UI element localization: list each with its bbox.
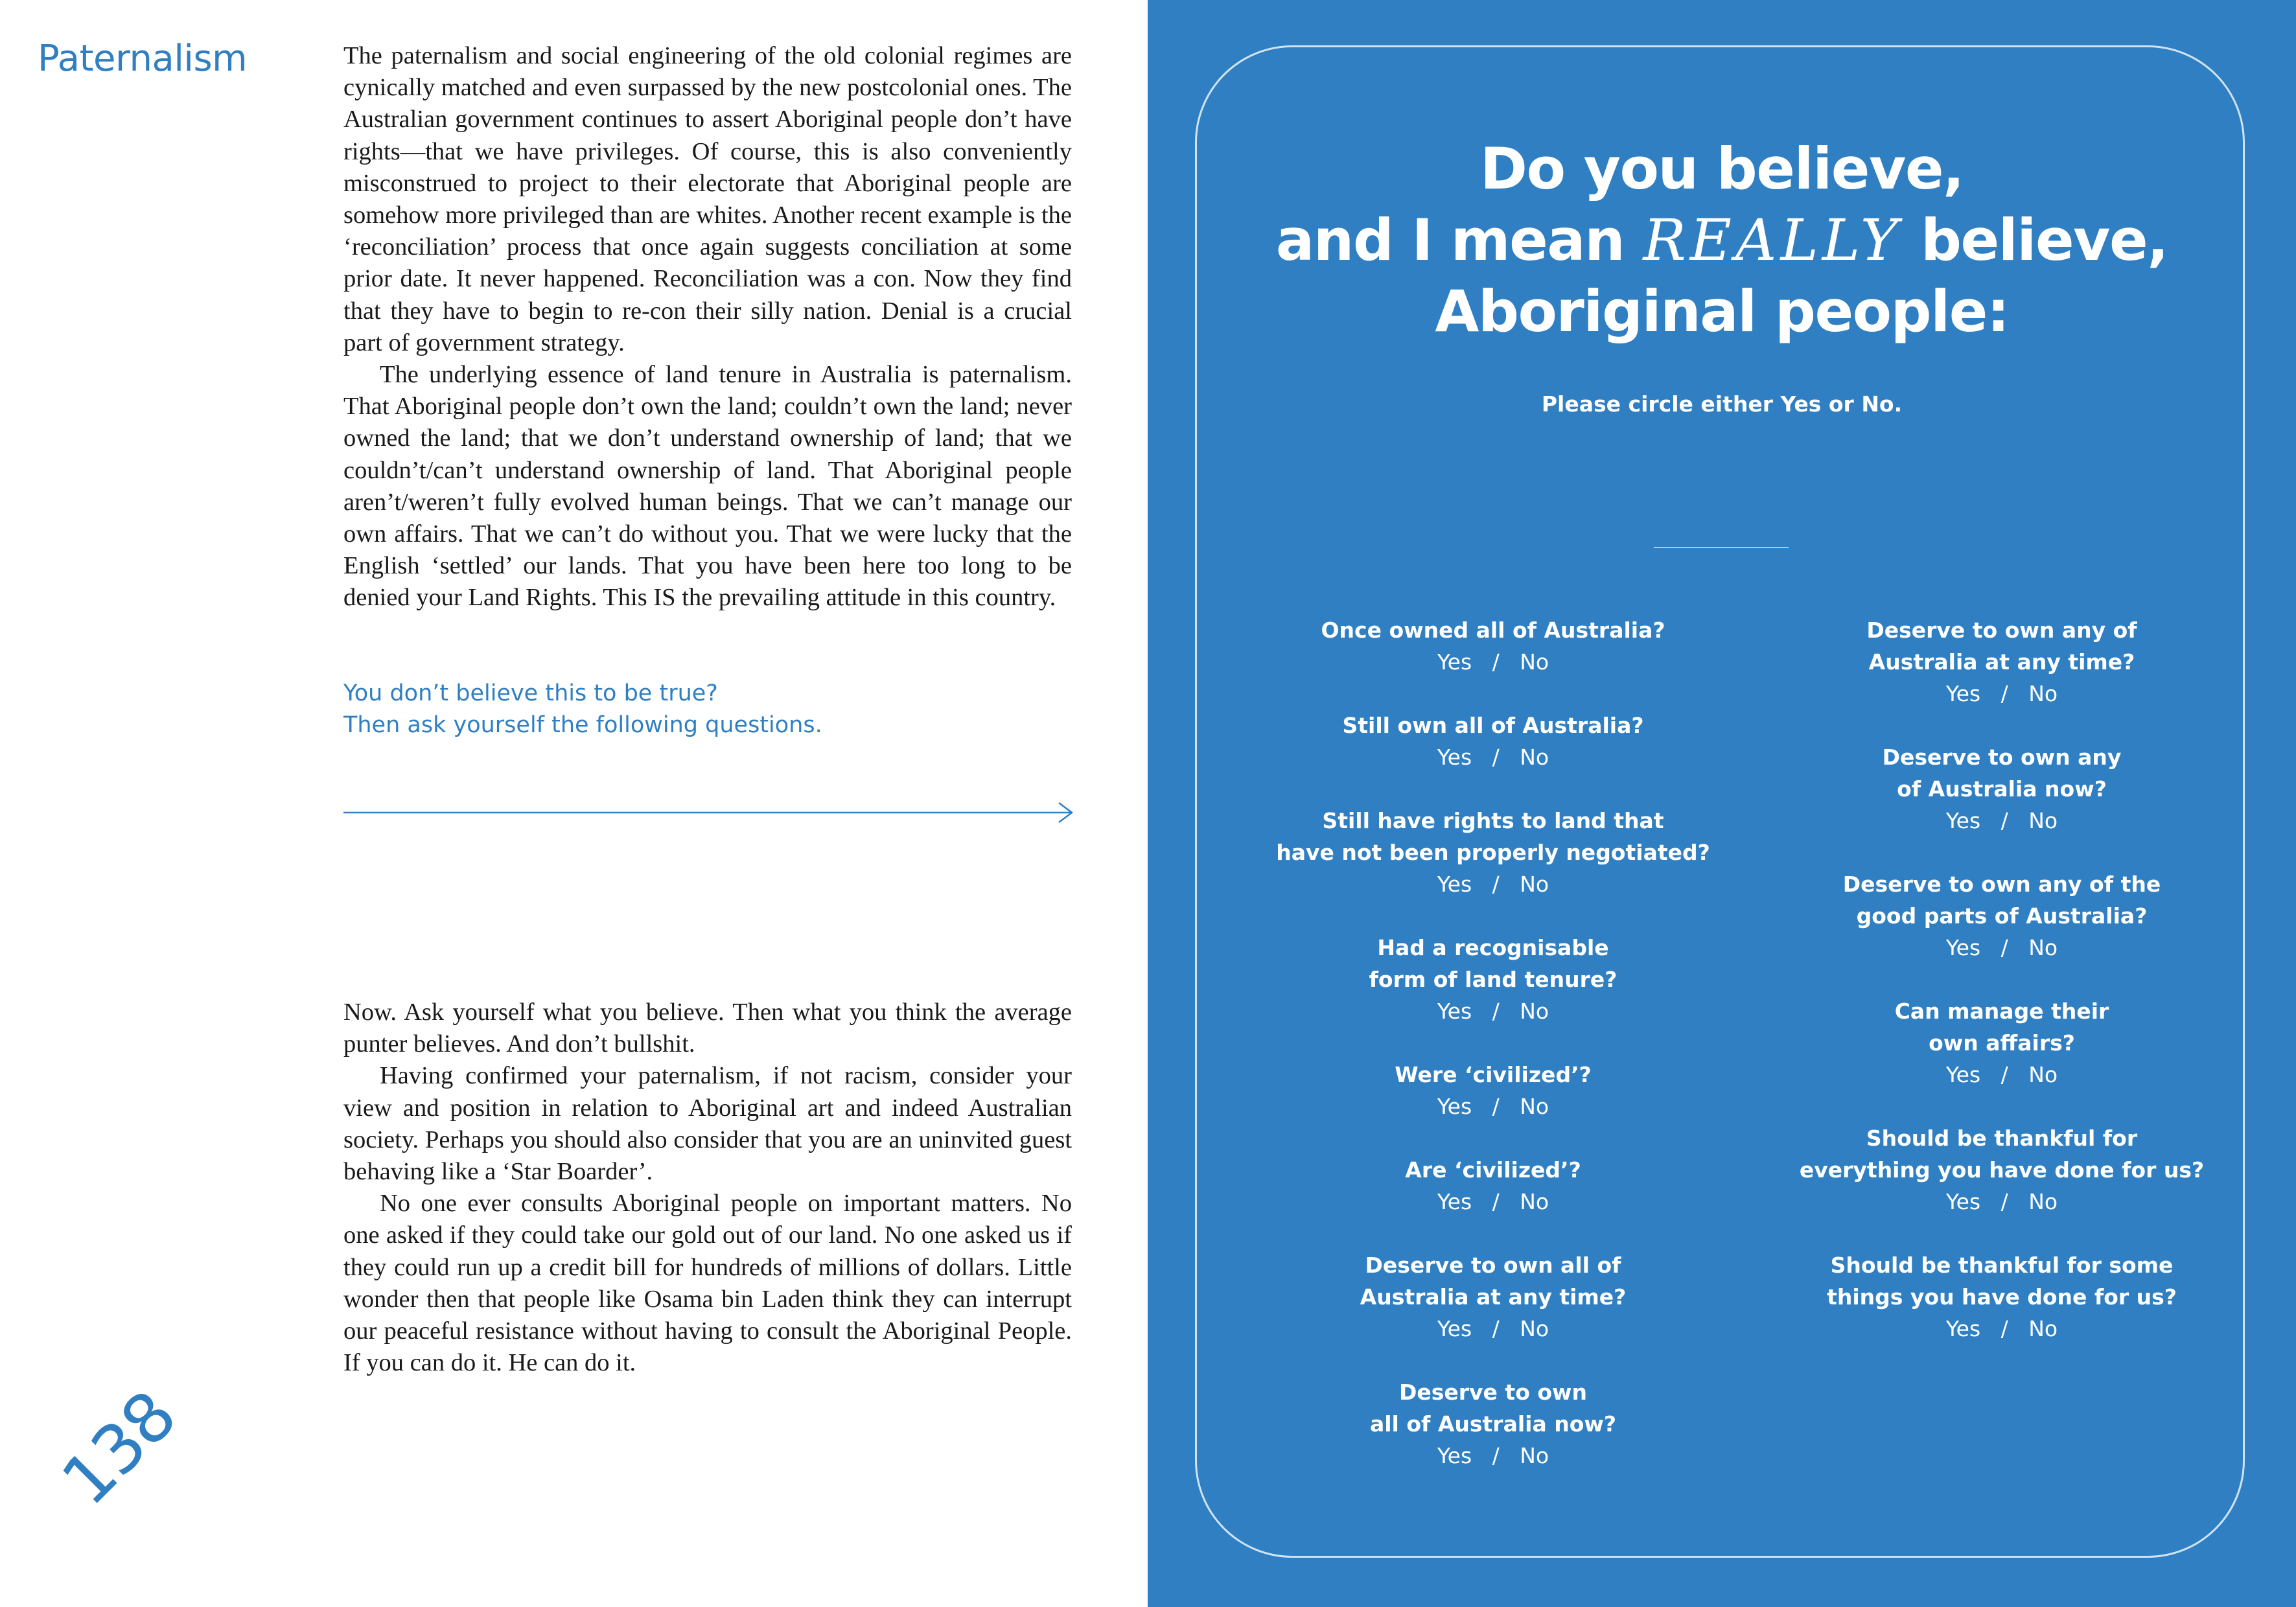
callout-line: You don’t believe this to be true?	[343, 680, 718, 706]
question-text: Once owned all of Australia?	[1321, 618, 1665, 643]
paragraph: Now. Ask yourself what you believe. Then what you think the average punter believes. And don’t bullshit.	[343, 999, 1072, 1058]
heading-emphasis: REALLY	[1643, 207, 1902, 273]
body-text-block-2	[343, 997, 1072, 1379]
question-item	[1253, 932, 1733, 1027]
question-item	[1253, 805, 1733, 900]
question-item	[1253, 1059, 1733, 1122]
question-text: Should be thankful for some things you have done for us?	[1827, 1253, 2177, 1310]
yes-no-answer[interactable]: Yes / No	[1437, 649, 1549, 675]
yes-no-answer[interactable]: Yes / No	[1945, 935, 2058, 960]
question-text: Deserve to own any of Australia now?	[1882, 745, 2122, 802]
right-page	[1148, 0, 2296, 1607]
heading-line: Do you believe,	[1480, 135, 1964, 202]
question-text: Should be thankful for everything you have done for us?	[1799, 1126, 2205, 1183]
paragraph: Having confirmed your paternalism, if not racism, consider your view and position in relation to Aboriginal art and indeed Australian society. Perhaps you should also consider that you are an uninvited guest behaving like a ‘Star Boarder’.	[343, 1062, 1072, 1186]
yes-no-answer[interactable]: Yes / No	[1945, 681, 2058, 706]
quiz-instruction: Please circle either Yes or No.	[1541, 391, 1903, 417]
questions-left-column	[1253, 614, 1733, 1503]
yes-no-answer[interactable]: Yes / No	[1945, 1062, 2058, 1087]
question-item	[1762, 614, 2242, 710]
quiz-heading	[1148, 133, 2296, 347]
question-text: Were ‘civilized’?	[1395, 1062, 1592, 1087]
question-text: Had a recognisable form of land tenure?	[1369, 935, 1618, 992]
section-title: Paternalism	[38, 38, 248, 80]
yes-no-answer[interactable]: Yes / No	[1437, 1094, 1549, 1119]
question-text: Deserve to own all of Australia at any time?	[1360, 1253, 1627, 1310]
divider	[1654, 547, 1789, 548]
paragraph: The underlying essence of land tenure in Australia is paternalism. That Aboriginal people don’t own the land; couldn’t own the land; never owned the land; that we don’t understand ownership of land; that we couldn’t/can’t understand ownership of land. That Aboriginal people aren’t/weren’t fully evolved human beings. That we can’t manage our own affairs. That we can’t do without you. That we were lucky that the English ‘settled’ our lands. That you have been here too long to be denied your Land Rights. This IS the prevailing attitude in this country.	[343, 361, 1072, 612]
question-text: Still own all of Australia?	[1342, 713, 1644, 738]
yes-no-answer[interactable]: Yes / No	[1437, 999, 1549, 1024]
question-item	[1762, 741, 2242, 837]
callout-line: Then ask yourself the following questions.	[343, 712, 822, 738]
paragraph: The paternalism and social engineering of the old colonial regimes are cynically matched and even surpassed by the new postcolonial ones. The Australian government continues to assert Aboriginal people don’t have rights—that we have privileges. Of course, this is also conveniently misconstrued to project to their electorate that Aboriginal people are somehow more privileged than are whites. Another recent example is the ‘reconciliation’ process that once again suggests conciliation at some prior date. It never happened. Reconciliation was a con. Now they find that they have to begin to re-con their silly nation. Denial is a crucial part of government strategy.	[343, 42, 1072, 356]
question-item	[1762, 868, 2242, 964]
question-item	[1253, 1376, 1733, 1472]
questions-right-column	[1762, 614, 2242, 1376]
yes-no-answer[interactable]: Yes / No	[1945, 808, 2058, 833]
yes-no-answer[interactable]: Yes / No	[1437, 872, 1549, 897]
question-text: Still have rights to land that have not been properly negotiated?	[1276, 808, 1710, 865]
yes-no-answer[interactable]: Yes / No	[1437, 1189, 1549, 1214]
question-text: Deserve to own any of the good parts of Australia?	[1842, 872, 2161, 929]
heading-segment: and I mean	[1275, 207, 1643, 273]
yes-no-answer[interactable]: Yes / No	[1945, 1316, 2058, 1341]
yes-no-answer[interactable]: Yes / No	[1437, 745, 1549, 770]
heading-segment: believe,	[1901, 207, 2168, 273]
callout	[343, 678, 1072, 741]
arrow-right-icon	[343, 801, 1074, 824]
heading-line	[1148, 205, 2296, 276]
question-item	[1762, 1249, 2242, 1345]
yes-no-answer[interactable]: Yes / No	[1437, 1316, 1549, 1341]
question-item	[1253, 710, 1733, 773]
yes-no-answer[interactable]: Yes / No	[1437, 1443, 1549, 1468]
yes-no-answer[interactable]: Yes / No	[1945, 1189, 2058, 1214]
paragraph: No one ever consults Aboriginal people on important matters. No one asked if they could take our gold out of our land. No one asked us if they could run up a credit bill for hundreds of millions of dollars. Little wonder then that people like Osama bin Laden think they can interrupt our peaceful resistance without having to consult the Aboriginal People. If you can do it. He can do it.	[343, 1190, 1072, 1377]
question-text: Deserve to own any of Australia at any time?	[1866, 618, 2137, 675]
question-text: Deserve to own all of Australia now?	[1369, 1380, 1617, 1437]
question-item	[1762, 995, 2242, 1091]
body-text-block-1	[343, 40, 1072, 614]
question-item	[1253, 1249, 1733, 1345]
question-item	[1253, 1154, 1733, 1218]
question-item	[1762, 1122, 2242, 1218]
page-number: 138	[47, 1376, 191, 1521]
question-text: Can manage their own affairs?	[1894, 999, 2109, 1056]
question-text: Are ‘civilized’?	[1405, 1157, 1581, 1183]
question-item	[1253, 614, 1733, 678]
heading-line: Aboriginal people:	[1435, 278, 2009, 345]
